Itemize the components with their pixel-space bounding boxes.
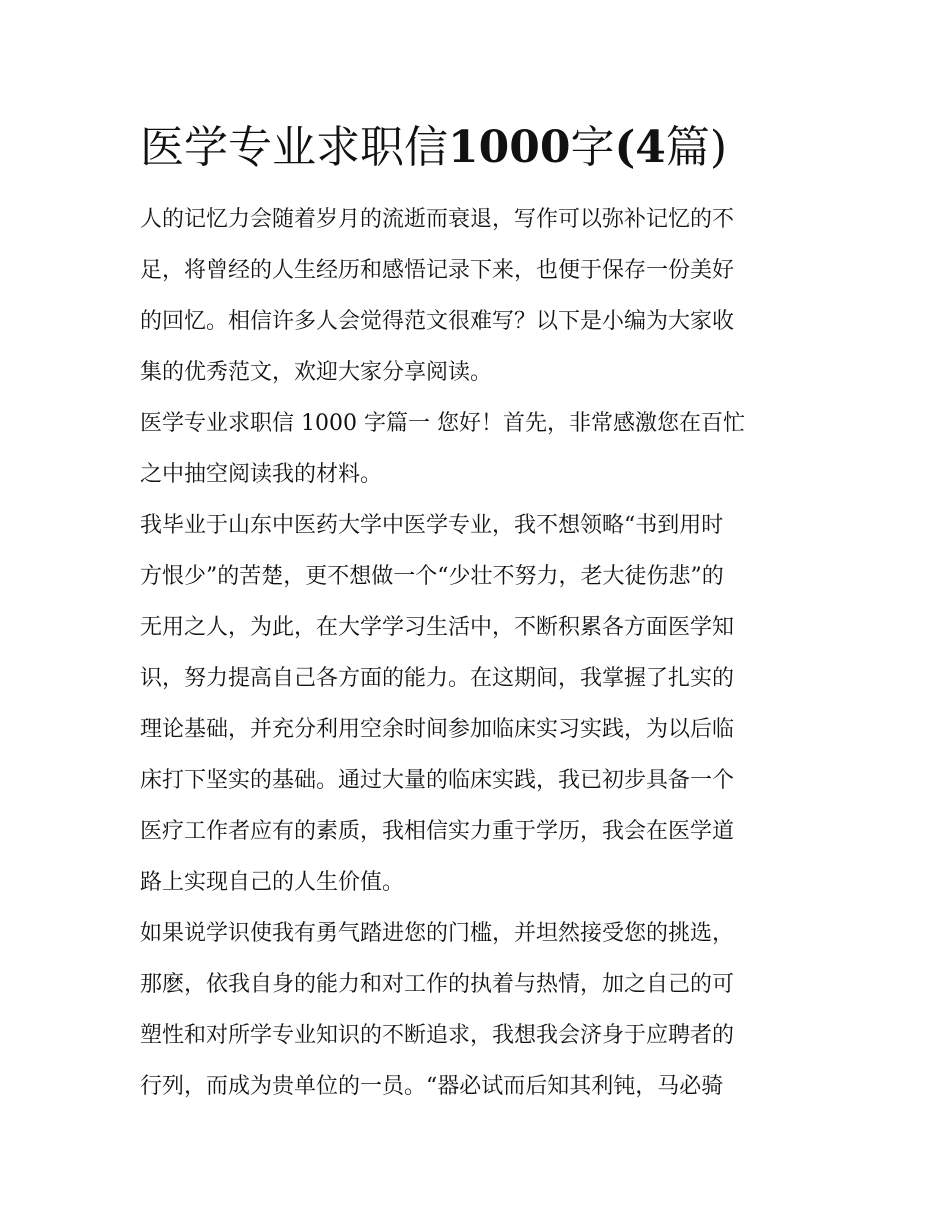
paragraph-line: 方恨少”的苦楚，更不想做一个“少壮不努力，老大徒伤悲”的 (140, 564, 724, 589)
title-unit: 字 (570, 122, 615, 173)
paragraph-background (140, 500, 812, 908)
title-paren-number: (4 (614, 122, 666, 173)
paragraph-line: 塑性和对所学专业知识的不断追求，我想我会济身于应聘者的 (140, 1023, 735, 1048)
paragraph-line: 路上实现自己的人生价值。 (140, 870, 405, 895)
paragraph-line: 如果说学识使我有勇气踏进您的门槛，并坦然接受您的挑选， (140, 921, 735, 946)
paragraph-line: 理论基础，并充分利用空余时间参加临床实习实践，为以后临 (140, 717, 735, 742)
paragraph-line: 足，将曾经的人生经历和感悟记录下来，也便于保存一份美好 (140, 258, 735, 283)
paragraph-closing (140, 908, 812, 1112)
paragraph-line: 医疗工作者应有的素质，我相信实力重于学历，我会在医学道 (140, 819, 735, 844)
paragraph-line: 行列，而成为贵单位的一员。“器必试而后知其利钝，马必骑 (140, 1074, 724, 1099)
paragraph-line: 集的优秀范文，欢迎大家分享阅读。 (140, 360, 493, 385)
paragraph-line: 医学专业求职信 1000 字篇一 您好！首先，非常感激您在百忙 (140, 411, 745, 436)
paragraph-line: 我毕业于山东中医药大学中医学专业，我不想领略“书到用时 (140, 513, 724, 538)
title-text: 医学专业求职信 (140, 122, 448, 173)
paragraph-line: 人的记忆力会随着岁月的流逝而衰退，写作可以弥补记忆的不 (140, 207, 735, 232)
paragraph-line: 无用之人，为此，在大学学习生活中，不断积累各方面医学知 (140, 615, 735, 640)
paragraph-line: 的回忆。相信许多人会觉得范文很难写？以下是小编为大家收 (140, 309, 735, 334)
paragraph-intro (140, 194, 812, 398)
paragraph-line: 那麽，依我自身的能力和对工作的执着与热情，加之自己的可 (140, 972, 735, 997)
title-suffix: 篇) (665, 122, 728, 173)
paragraph-greeting (140, 398, 812, 500)
document-body (140, 118, 812, 1112)
title-count: 1000 (448, 122, 571, 173)
paragraph-line: 之中抽空阅读我的材料。 (140, 462, 383, 487)
document-title (140, 118, 812, 178)
paragraph-line: 床打下坚实的基础。通过大量的临床实践，我已初步具备一个 (140, 768, 735, 793)
paragraph-line: 识，努力提高自己各方面的能力。在这期间，我掌握了扎实的 (140, 666, 735, 691)
